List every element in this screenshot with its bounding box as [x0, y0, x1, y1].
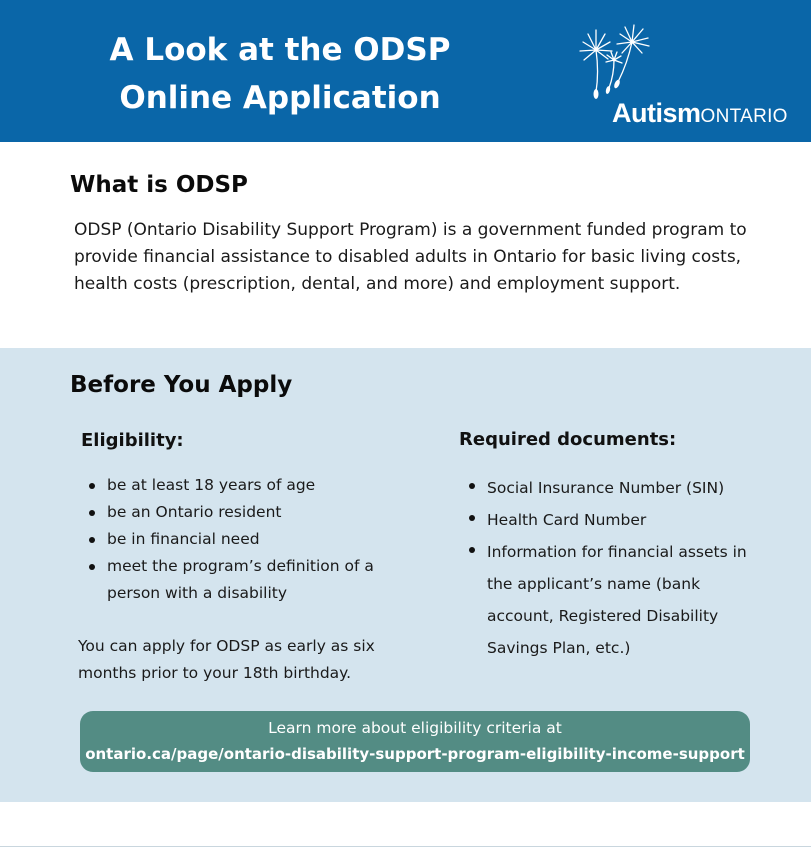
- list-item: Information for financial assets in the applicant’s name (bank account, Registered Disability Savings Plan, etc.): [460, 536, 770, 664]
- before-you-apply-section: [0, 348, 811, 802]
- header-banner: [0, 0, 811, 142]
- page-title-line-2: Online Application: [119, 80, 441, 116]
- what-is-heading: What is ODSP: [70, 172, 248, 198]
- list-item: Social Insurance Number (SIN): [460, 472, 770, 504]
- page-title: [70, 26, 490, 122]
- logo-ontario-text: ONTARIO: [700, 106, 788, 127]
- what-is-section: [0, 142, 811, 348]
- logo-autism-text: Autism: [612, 98, 701, 128]
- before-you-apply-heading: Before You Apply: [70, 372, 293, 398]
- eligibility-info-banner: [80, 711, 750, 772]
- list-item: be an Ontario resident: [80, 499, 400, 526]
- eligibility-title: Eligibility:: [81, 430, 184, 451]
- logo-wordmark: [612, 98, 788, 129]
- list-item: be in financial need: [80, 526, 400, 553]
- eligibility-info-text: Learn more about eligibility criteria at: [268, 719, 562, 737]
- list-item: meet the program’s definition of a person with a disability: [80, 553, 400, 607]
- early-apply-note: You can apply for ODSP as early as six months prior to your 18th birthday.: [78, 637, 375, 682]
- autism-ontario-logo: [572, 24, 802, 128]
- page-title-line-1: A Look at the ODSP: [109, 32, 451, 68]
- list-item: be at least 18 years of age: [80, 472, 400, 499]
- divider: [0, 846, 811, 847]
- eligibility-list: [80, 472, 400, 607]
- eligibility-info-link[interactable]: ontario.ca/page/ontario-disability-support-program-eligibility-income-support: [85, 745, 745, 763]
- required-documents-title: Required documents:: [459, 429, 677, 450]
- list-item: Health Card Number: [460, 504, 770, 536]
- what-is-description: ODSP (Ontario Disability Support Program) is a government funded program to provide financial assistance to disabled adults in Ontario for basic living costs, health costs (prescription, dental, and more) and employment support.: [74, 220, 747, 294]
- required-documents-list: [460, 472, 770, 664]
